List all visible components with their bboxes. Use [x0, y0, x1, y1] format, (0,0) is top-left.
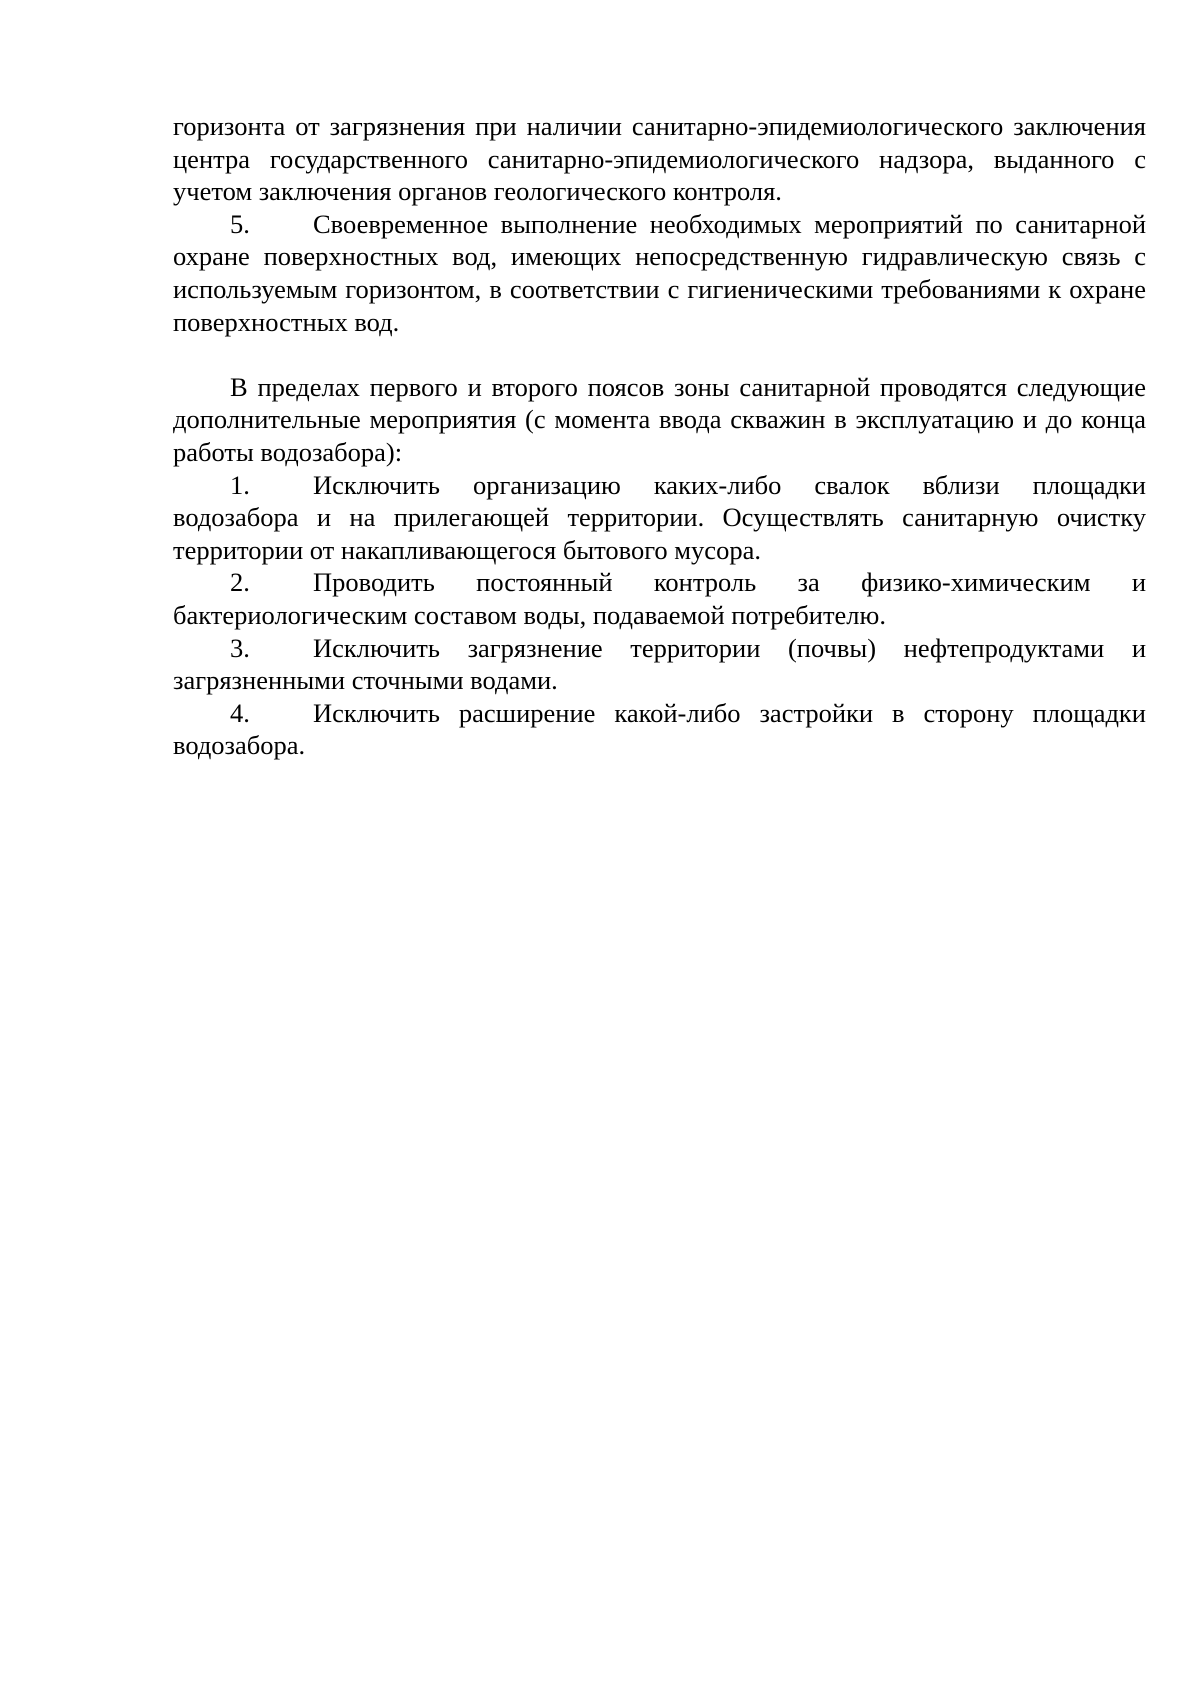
- list-item-5: [173, 208, 1146, 338]
- list-item-number: 3.: [230, 632, 250, 663]
- list-item-1: [173, 469, 1146, 567]
- document-page: [173, 110, 1146, 762]
- list-item-text: Исключить организацию каких-либо свалок вблизи площадки водозабора и на прилегающей территории. Осуществлять санитарную очистку территории от накапливающегося бытового мусора.: [173, 469, 1146, 565]
- list-item-2: [173, 566, 1146, 631]
- list-item-text: Своевременное выполнение необходимых мероприятий по санитарной охране поверхностных вод, имеющих непосредственную гидравлическую связь с используемым горизонтом, в соответствии с гигиеническими требованиями к охране поверхностных вод.: [173, 208, 1146, 337]
- paragraph-spacer: [173, 338, 1146, 371]
- list-item-text: Проводить постоянный контроль за физико-химическим и бактериологическим составом воды, подаваемой потребителю.: [173, 567, 1146, 630]
- list-item-3: [173, 632, 1146, 697]
- list-item-4: [173, 697, 1146, 762]
- list-item-number: 5.: [230, 208, 250, 239]
- list-item-text: Исключить загрязнение территории (почвы) нефтепродуктами и загрязненными сточными водами.: [173, 632, 1146, 696]
- intro-paragraph: В пределах первого и второго поясов зоны санитарной проводятся следующие дополнительные мероприятия (с момента ввода скважин в эксплуатацию и до конца работы водозабора):: [173, 371, 1146, 467]
- list-item-text: Исключить расширение какой-либо застройки в сторону площадки водозабора.: [173, 697, 1146, 761]
- continuation-paragraph: горизонта от загрязнения при наличии санитарно-эпидемиологического заключения центра государственного санитарно-эпидемиологического надзора, выданного с учетом заключения органов геологического контроля.: [173, 111, 1146, 207]
- list-item-number: 1.: [230, 469, 250, 500]
- list-item-number: 2.: [230, 567, 250, 598]
- list-item-number: 4.: [230, 697, 250, 728]
